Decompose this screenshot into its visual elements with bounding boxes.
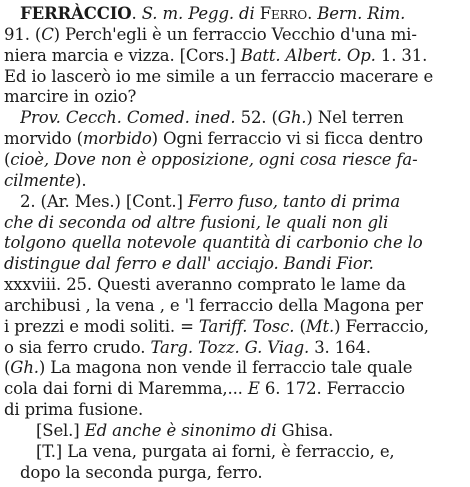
entry-text-segment: S. m.	[141, 4, 184, 23]
entry-text-segment: Targ. Tozz. G. Viag.	[150, 337, 310, 357]
entry-text-segment: .	[307, 4, 318, 23]
entry-text-segment: ) Ferraccio,	[334, 316, 429, 336]
entry-text-segment: 2. (Ar. Mes.) [Cont.]	[20, 191, 188, 211]
entry-text-segment: ) La magona non vende il ferraccio tale quale	[38, 358, 413, 378]
entry-text-segment: Prov. Cecch. Comed. ined.	[20, 108, 236, 128]
entry-text-segment: 52. (	[235, 108, 278, 128]
entry-text-segment: Ferro fuso, tanto di prima	[187, 191, 401, 211]
entry-text-segment: i prezzi e modi soliti. =	[4, 316, 199, 336]
entry-text-segment: niera marcia e vizza. [Cors.]	[4, 45, 241, 65]
entry-text-segment: Ghisa.	[276, 421, 334, 440]
entry-text-segment: tolgono quella notevole quantità di carbonio che lo	[4, 233, 423, 253]
entry-text-segment: Bern. Rim.	[317, 4, 406, 23]
entry-text-segment: Batt. Albert. Op.	[240, 45, 376, 65]
entry-text-segment: Gh.	[10, 358, 39, 378]
entry-text-segment: distingue dal ferro e dall' acciajo. Bandi Fior.	[4, 254, 374, 274]
entry-text-segment: marcire in ozio?	[4, 87, 137, 107]
entry-text-segment: che di seconda od altre fusioni, le quali non gli	[4, 212, 389, 232]
entry-text-segment: Gh.	[277, 108, 307, 128]
entry-text-segment: dopo la seconda purga, ferro.	[20, 462, 263, 482]
entry-text-segment: Ed anche è sinonimo di	[84, 421, 277, 440]
entry-text-segment: morbido	[82, 129, 152, 149]
entry-text-segment: archibusi , la vena , e 'l ferraccio della Magona per	[4, 295, 423, 315]
entry-text-segment: FERRÀCCIO	[20, 4, 132, 23]
entry-text-segment: (	[4, 358, 11, 378]
entry-line	[20, 461, 470, 485]
entry-text-segment: xxxviii. 25. Questi averanno comprato le lame da	[4, 275, 406, 295]
entry-text-segment: ) Perch'egli è un ferraccio Vecchio d'una mi-	[53, 24, 417, 44]
entry-text-segment: C	[41, 24, 54, 44]
entry-text-segment: Tariff. Tosc.	[198, 316, 295, 336]
entry-text-segment: (	[4, 149, 11, 169]
entry-text-segment: cioè, Dove non è opposizione, ogni cosa riesce fa-	[10, 149, 418, 169]
entry-text-segment: cilmente	[4, 170, 76, 190]
entry-text-segment: 3. 164.	[309, 337, 371, 357]
entry-text-segment: E	[247, 379, 260, 399]
entry-text-segment: [Sel.]	[36, 421, 85, 440]
entry-text-segment: Pegg. di	[188, 4, 255, 23]
entry-text-segment: cola dai forni di Maremma,...	[4, 379, 248, 399]
entry-text-segment: di prima fusione.	[4, 400, 144, 420]
entry-text-segment: ) Nel terren	[306, 108, 404, 128]
entry-text-segment: .	[131, 4, 142, 23]
entry-text-segment: [T.] La vena, purgata ai forni, è ferraccio, e,	[36, 441, 395, 461]
entry-text-segment: ) Ogni ferraccio vi si ficca dentro	[151, 129, 423, 149]
entry-text-segment: 6. 172. Ferraccio	[259, 379, 405, 399]
entry-text-segment: 1. 31.	[375, 45, 428, 65]
entry-text-segment: morvido (	[4, 129, 83, 149]
entry-text-segment: ).	[75, 170, 87, 190]
entry-text-segment: Ferro	[254, 4, 308, 23]
entry-text-segment: Ed io lascerò io me simile a un ferraccio macerare e	[4, 66, 434, 86]
entry-text-segment: 91. (	[4, 24, 42, 44]
entry-text-segment: Mt.	[305, 316, 335, 336]
entry-text-segment: o sia ferro crudo.	[4, 337, 151, 357]
entry-text-segment: (	[294, 316, 306, 336]
